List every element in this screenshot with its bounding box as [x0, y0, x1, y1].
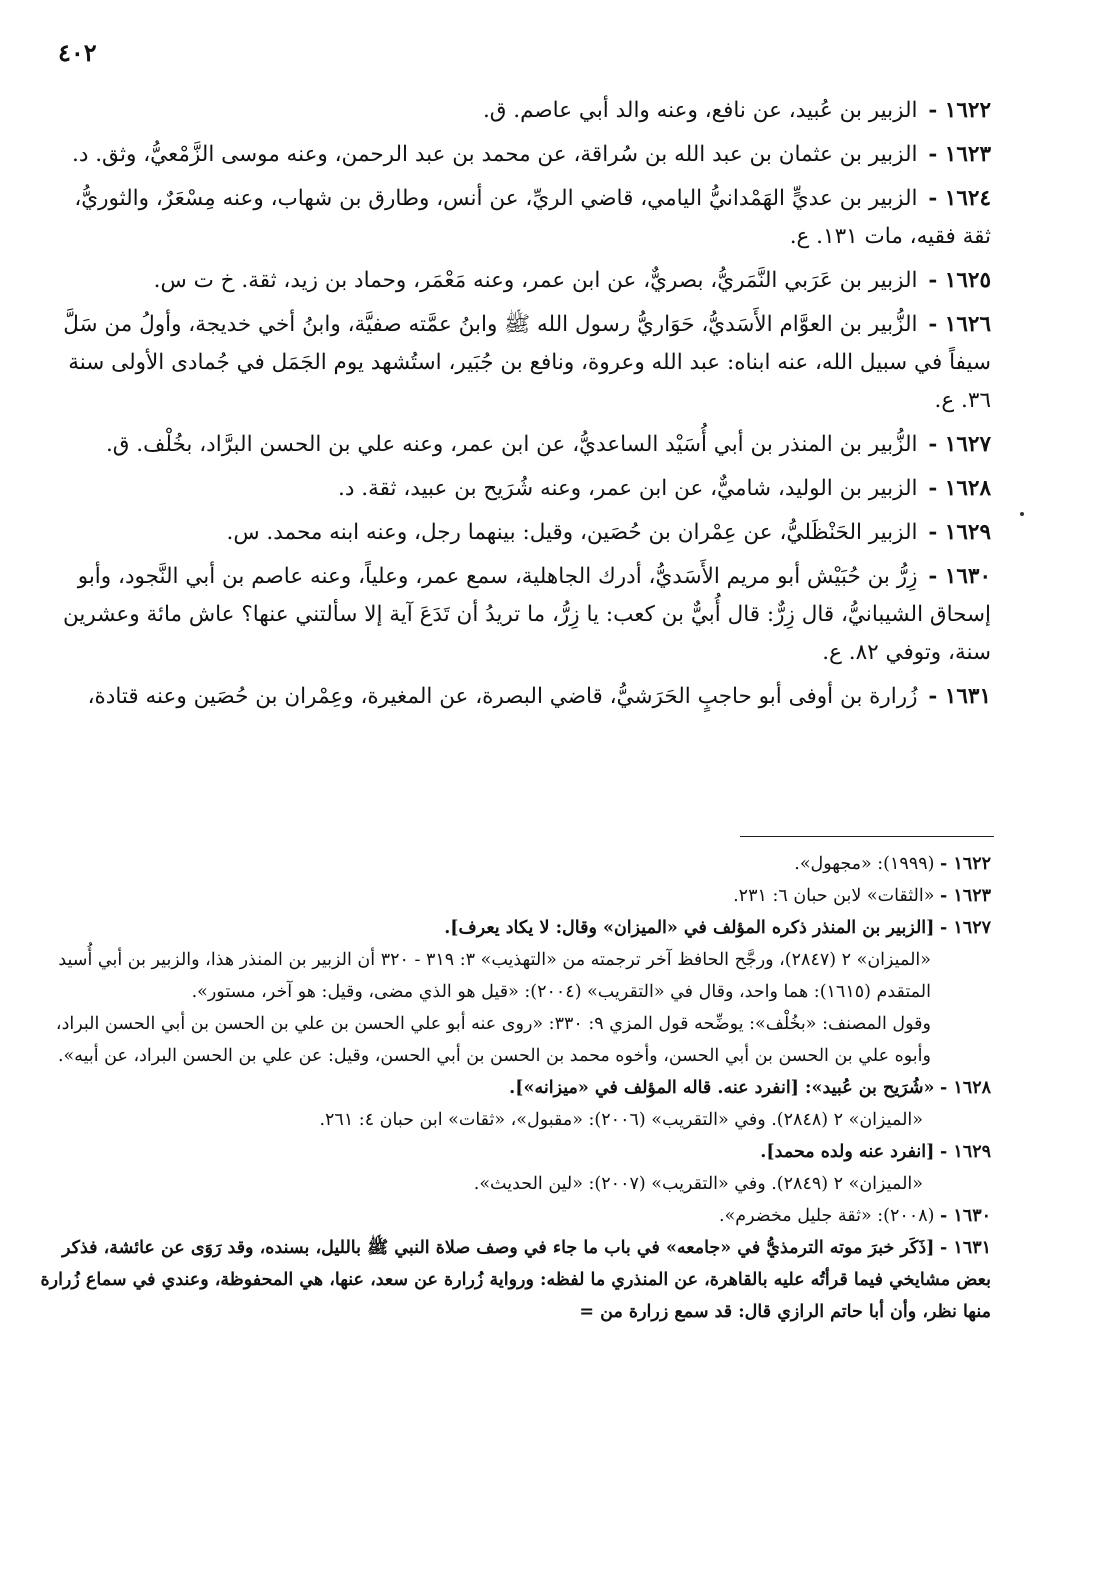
entry-text: الزبير بن عثمان بن عبد الله بن سُراقة، عن محمد بن عبد الرحمن، وعنه موسى الزَّمْعيُّ، وثق. د.	[71, 142, 918, 167]
entry-text: الزبير الحَنْظَليُّ، عن عِمْران بن حُصَين، وقيل: بينهما رجل، وعنه ابنه محمد. س.	[226, 520, 918, 545]
entry-number: ١٦٢٩ -	[928, 520, 991, 545]
entry-number: ١٦٢٢ -	[928, 98, 991, 123]
footnote-text: [انفرد عنه ولده محمد].	[760, 1142, 935, 1162]
footnotes	[40, 848, 991, 1328]
footnote-1627-comment	[40, 1008, 991, 1072]
footnote-number: ١٦٢٧ -	[940, 918, 991, 938]
footnote-number: ١٦٢٢ -	[940, 854, 991, 874]
footnote-text: «الميزان» ٢ (٢٨٤٩). وفي «التقريب» (٢٠٠٧): «لين الحديث».	[473, 1174, 923, 1194]
footnote-1623	[40, 880, 991, 912]
footnote-1631	[40, 1232, 991, 1328]
footnote-text: «شُرَيح بن عُبيد»: [انفرد عنه. قاله المؤلف في «ميزانه»].	[509, 1078, 935, 1098]
entry-number: ١٦٢٨ -	[928, 476, 991, 501]
entries-list	[40, 92, 991, 722]
footnote-1630	[40, 1200, 991, 1232]
footnote-1629-detail	[40, 1168, 991, 1200]
entry-1627	[40, 426, 991, 464]
entry-number: ١٦٣٠ -	[928, 564, 991, 589]
footnote-number: ١٦٢٩ -	[940, 1142, 991, 1162]
entry-text: زِرُّ بن حُبَيْش أبو مريم الأَسَديُّ، أدرك الجاهلية، سمع عمر، وعلياً، وعنه عاصم بن أبي النَّجود، وأبو إسحاق الشيبانيُّ، قال زِرٌّ: قال أُبيٌّ بن كعب: يا زِرُّ، ما تريدُ أن تَدَعَ آية إلا سألتني عنها؟ عاش مائة وعشرين سنة، وتوفي ٨٢. ع.	[63, 564, 991, 665]
entry-number: ١٦٣١ -	[928, 684, 991, 709]
entry-1631	[40, 678, 991, 716]
footnote-number: ١٦٣٠ -	[940, 1206, 991, 1226]
entry-1624	[40, 180, 991, 256]
footnote-divider	[740, 836, 994, 837]
entry-text: الزبير بن عَرَبي النَّمَريُّ، بصريٌّ، عن ابن عمر، وعنه مَعْمَر، وحماد بن زيد، ثقة. خ ت س.	[153, 268, 918, 293]
entry-1625	[40, 262, 991, 300]
entry-1630	[40, 558, 991, 672]
footnote-text: (١٩٩٩): «مجهول».	[794, 854, 935, 874]
footnote-1629	[40, 1136, 991, 1168]
entry-text: زُرارة بن أوفى أبو حاجبٍ الحَرَشيُّ، قاضي البصرة، عن المغيرة، وعِمْران بن حُصَين وعنه قتادة،	[87, 684, 918, 709]
entry-1628	[40, 470, 991, 508]
entry-text: الزُّبير بن العوَّام الأَسَديُّ، حَوَاريُّ رسول الله ﷺ وابنُ عمَّته صفيَّة، وابنُ أخي خديجة، وأولُ من سَلَّ سيفاً في سبيل الله، عنه ابناه: عبد الله وعروة، ونافع بن جُبَير، استُشهد يوم الجَمَل في جُمادى الأولى سنة ٣٦. ع.	[63, 312, 991, 413]
entry-text: الزبير بن عديٍّ الهَمْدانيُّ اليامي، قاضي الريِّ، عن أنس، وطارق بن شهاب، وعنه مِسْعَرٌ، والثوريُّ، ثقة فقيه، مات ١٣١. ع.	[74, 186, 991, 249]
entry-text: الزبير بن الوليد، شاميٌّ، عن ابن عمر، وعنه شُرَيح بن عبيد، ثقة. د.	[338, 476, 918, 501]
footnote-text: «الميزان» ٢ (٢٨٤٨). وفي «التقريب» (٢٠٠٦): «مقبول»، «ثقات» ابن حبان ٤: ٢٦١.	[319, 1110, 923, 1130]
footnote-text: (٢٠٠٨): «ثقة جليل مخضرم».	[719, 1206, 935, 1226]
entry-text: الزُّبير بن المنذر بن أبي أُسَيْد الساعديُّ، عن ابن عمر، وعنه علي بن الحسن البرَّاد، بخُلْف. ق.	[105, 432, 918, 457]
footnote-text: [الزبير بن المنذر ذكره المؤلف في «الميزان» وقال: لا يكاد يعرف].	[444, 918, 935, 938]
entry-1623	[40, 136, 991, 174]
entry-number: ١٦٢٧ -	[928, 432, 991, 457]
page-number: ٤٠٢	[58, 38, 97, 67]
footnote-1628	[40, 1072, 991, 1104]
entry-1626	[40, 306, 991, 420]
footnote-1627	[40, 912, 991, 944]
entry-number: ١٦٢٦ -	[928, 312, 991, 337]
entry-number: ١٦٢٣ -	[928, 142, 991, 167]
entry-number: ١٦٢٥ -	[928, 268, 991, 293]
footnote-text: «الثقات» لابن حبان ٦: ٢٣١.	[733, 886, 935, 906]
entry-text: الزبير بن عُبيد، عن نافع، وعنه والد أبي عاصم. ق.	[482, 98, 918, 123]
entry-1622	[40, 92, 991, 130]
footnote-number: ١٦٣١ -	[940, 1238, 991, 1258]
entry-number: ١٦٢٤ -	[928, 186, 991, 211]
margin-dot	[1020, 512, 1024, 516]
entry-1629	[40, 514, 991, 552]
footnote-1622	[40, 848, 991, 880]
footnote-1627-detail	[40, 944, 991, 1008]
footnote-number: ١٦٢٣ -	[940, 886, 991, 906]
footnote-text: وقول المصنف: «بخُلْف»: يوضِّحه قول المزي ٩: ٣٣٠: «روى عنه أبو علي الحسن بن علي بن الحسن بن أبي الحسن البراد، وأبوه علي بن الحسن بن أبي الحسن، وأخوه محمد بن الحسن بن أبي الحسن، وقيل: عن علي بن الحسن البراد، عن أبيه».	[55, 1014, 931, 1066]
footnote-number: ١٦٢٨ -	[940, 1078, 991, 1098]
footnote-text: «الميزان» ٢ (٢٨٤٧)، ورجَّح الحافظ آخر ترجمته من «التهذيب» ٣: ٣١٩ - ٣٢٠ أن الزبير بن المنذر هذا، والزبير بن أبي أُسيد المتقدم (١٦١٥): هما واحد، وقال في «التقريب» (٢٠٠٤): «قيل هو الذي مضى، وقيل: هو آخر، مستور».	[58, 950, 931, 1002]
footnote-text: [ذَكَر خبرَ موته الترمذيُّ في «جامعه» في باب ما جاء في وصف صلاة النبي ﷺ بالليل، بسنده، وقد رَوَى عن عائشة، فذكر بعض مشايخي فيما قرأتُه عليه بالقاهرة، عن المنذري ما لفظه: ورواية زُرارة عن سعد، عنها، هي المحفوظة، وعندي في سماع زُرارة منها نظر، وأن أبا حاتم الرازي قال: قد سمع زرارة من =	[40, 1238, 991, 1322]
footnote-1628-detail	[40, 1104, 991, 1136]
